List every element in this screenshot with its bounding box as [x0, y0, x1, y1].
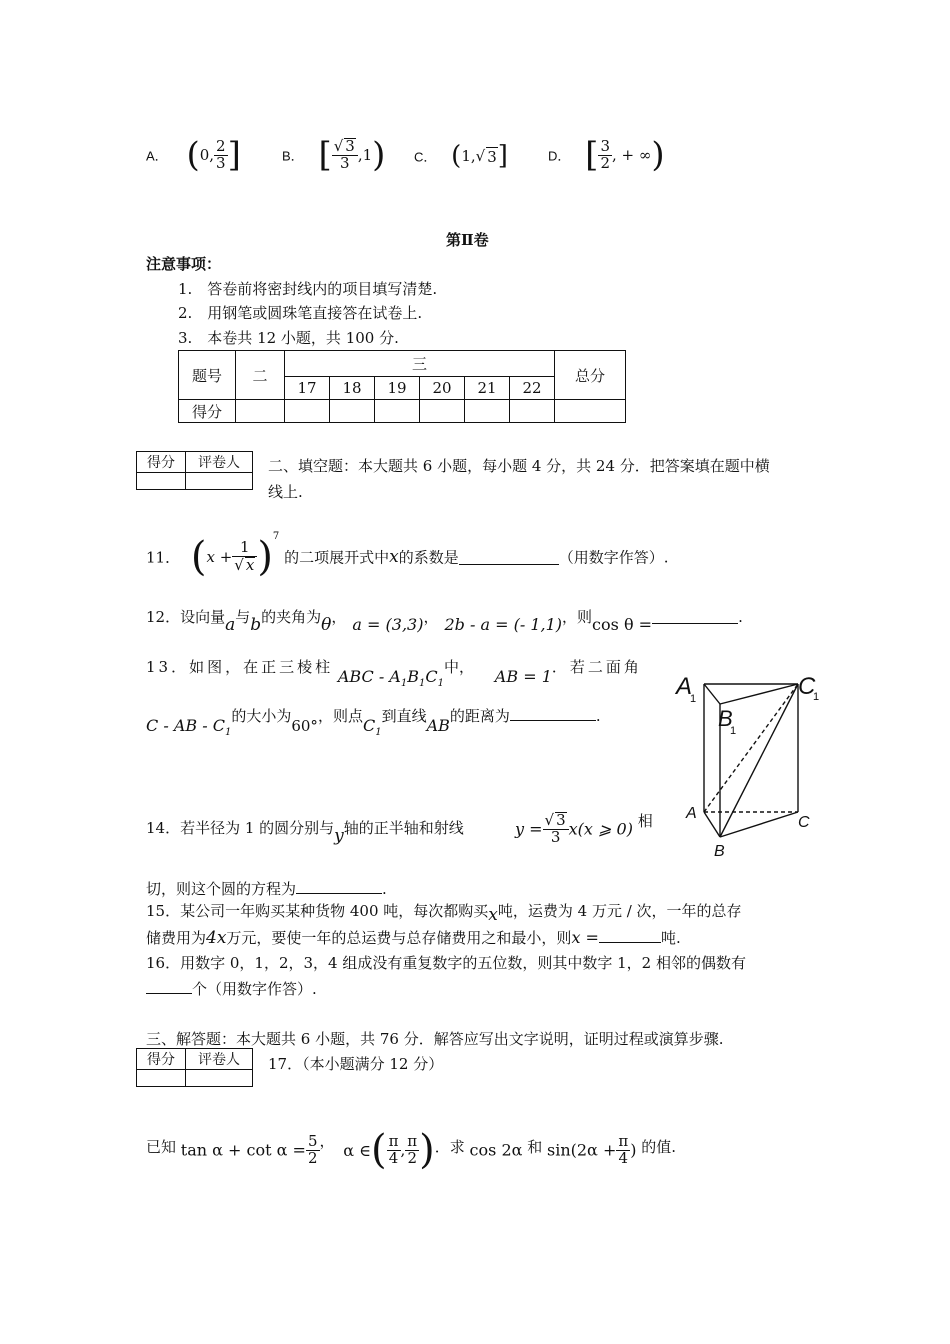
prism-figure: [670, 664, 830, 864]
question-16-line-1: 16．用数字 0，1，2，3，4 组成没有重复数字的五位数，则其中数字 1，2 相邻的偶数有: [146, 954, 746, 972]
answer-blank-15[interactable]: [599, 927, 661, 943]
q10-option-a: A． (0, $\frac{2}{3}$ ]: [146, 135, 241, 175]
answer-blank-14[interactable]: [296, 878, 382, 894]
q10-option-c: C． (1,√ 3]: [414, 141, 508, 171]
grader-name-cell-17[interactable]: [186, 1070, 253, 1087]
grader-name-label: 评卷人: [186, 452, 253, 473]
label-c1: C: [798, 673, 816, 700]
score-cell-18[interactable]: [330, 400, 375, 423]
section-title: 第Ⅱ卷: [446, 231, 489, 249]
score-cell-22[interactable]: [510, 400, 555, 423]
q10-option-b: B． [ $\frac{√ 3}{3}$ ,1): [282, 135, 386, 175]
score-cell-21[interactable]: [465, 400, 510, 423]
edge-ac1-hidden: [704, 684, 798, 812]
score-cell-two[interactable]: [236, 400, 285, 423]
grader-score-cell[interactable]: [137, 473, 186, 490]
label-b1: B: [718, 706, 733, 731]
header-part-three: 三: [285, 351, 555, 377]
grader-box-solve: [136, 1048, 253, 1087]
label-b: B: [714, 843, 725, 860]
score-cell-20[interactable]: [420, 400, 465, 423]
sub-col-21: 21: [465, 376, 510, 399]
question-16-line-2: 个（用数字作答）.: [146, 978, 317, 999]
score-table: [178, 350, 626, 423]
label-a1-sub: 1: [690, 693, 697, 705]
question-13-line-1: 13．如图，在正三棱柱 ABC - $A_1B_1C_1$中， AB = 1．若二面角: [146, 658, 642, 690]
label-c: C: [798, 814, 810, 831]
question-11: 11． (x + $\frac{1}{√ x}$ )$^7$ 的二项展开式中x的系数是 （用数字作答）.: [146, 531, 669, 580]
note-1: 1. 答卷前将密封线内的项目填写清楚.: [178, 280, 438, 298]
answer-blank-12[interactable]: [652, 608, 738, 624]
edge-b1c1: [720, 684, 798, 704]
header-question-no: 题号: [179, 351, 236, 400]
score-cell-17[interactable]: [285, 400, 330, 423]
grader-box-fill-in: [136, 451, 253, 490]
grader-name-cell[interactable]: [186, 473, 253, 490]
question-14-line-1: 14．若半径为 1 的圆分别与y轴的正半轴和射线: [146, 819, 464, 846]
sub-col-19: 19: [375, 376, 420, 399]
question-15-line-1: 15．某公司一年购买某种货物 400 吨，每次都购买x吨，运费为 4 万元 / 次，一年的总存: [146, 902, 742, 925]
q10-option-d: D． [ $\frac{3}{2}$ , + ∞): [548, 135, 665, 175]
notes-title: 注意事项：: [146, 255, 222, 273]
question-17-title: 17．（本小题满分 12 分）: [268, 1055, 444, 1073]
label-b1-sub: 1: [730, 725, 737, 737]
note-3: 3. 本卷共 12 小题，共 100 分.: [178, 329, 399, 347]
sub-col-22: 22: [510, 376, 555, 399]
fill-in-instruction-1: 二、填空题：本大题共 6 小题，每小题 4 分，共 24 分．把答案填在题中横: [268, 457, 770, 475]
label-c1-sub: 1: [813, 691, 820, 703]
header-total: 总分: [555, 351, 626, 400]
question-14-line-2: 切，则这个圆的方程为 .: [146, 880, 387, 898]
sub-col-18: 18: [330, 376, 375, 399]
label-a: A: [686, 805, 697, 822]
score-cell-19[interactable]: [375, 400, 420, 423]
sub-col-17: 17: [285, 376, 330, 399]
answer-blank-11[interactable]: [459, 549, 559, 565]
note-2: 2. 用钢笔或圆珠笔直接答在试卷上.: [178, 304, 423, 322]
edge-bc: [720, 812, 798, 837]
question-13-line-2: C - AB - $C_1$的大小为60°，则点$C_1$到直线AB的距离为 .: [146, 707, 601, 739]
score-cell-total[interactable]: [555, 400, 626, 423]
fill-in-instruction-2: 线上.: [268, 483, 303, 501]
grader-score-label: 得分: [137, 452, 186, 473]
edge-ab: [704, 812, 720, 837]
sub-col-20: 20: [420, 376, 465, 399]
header-part-two: 二: [236, 351, 285, 400]
grader-name-label-17: 评卷人: [186, 1049, 253, 1070]
question-12: 12．设向量a与b的夹角为θ， a = (3,3)， 2b - a = (- 1,1)，则cos θ = .: [146, 608, 743, 635]
row-score-label: 得分: [179, 400, 236, 423]
label-a1: A: [676, 673, 693, 700]
answer-blank-16[interactable]: [146, 978, 192, 994]
question-17: 已知 tan α + cot α = $\frac{5}{2}$ ， α ∈( $\frac{\pi}{4}$ , $\frac{\pi}{2}$ )．求 cos 2α 和 sin(2α + $\frac{\pi}{4}$ ) 的值.: [146, 1127, 677, 1173]
grader-score-cell-17[interactable]: [137, 1070, 186, 1087]
grader-score-label-17: 得分: [137, 1049, 186, 1070]
question-15-line-2: 储费用为4x万元，要使一年的总运费与总存储费用之和最小，则x = 吨.: [146, 928, 681, 948]
question-14-equation: y = $\frac{√ 3}{3}$ x(x ⩾ 0) 相: [515, 811, 653, 846]
solve-instruction: 三、解答题：本大题共 6 小题，共 76 分．解答应写出文字说明，证明过程或演算步骤.: [146, 1030, 724, 1048]
edge-a1b1: [704, 684, 720, 704]
answer-blank-13[interactable]: [510, 705, 596, 721]
